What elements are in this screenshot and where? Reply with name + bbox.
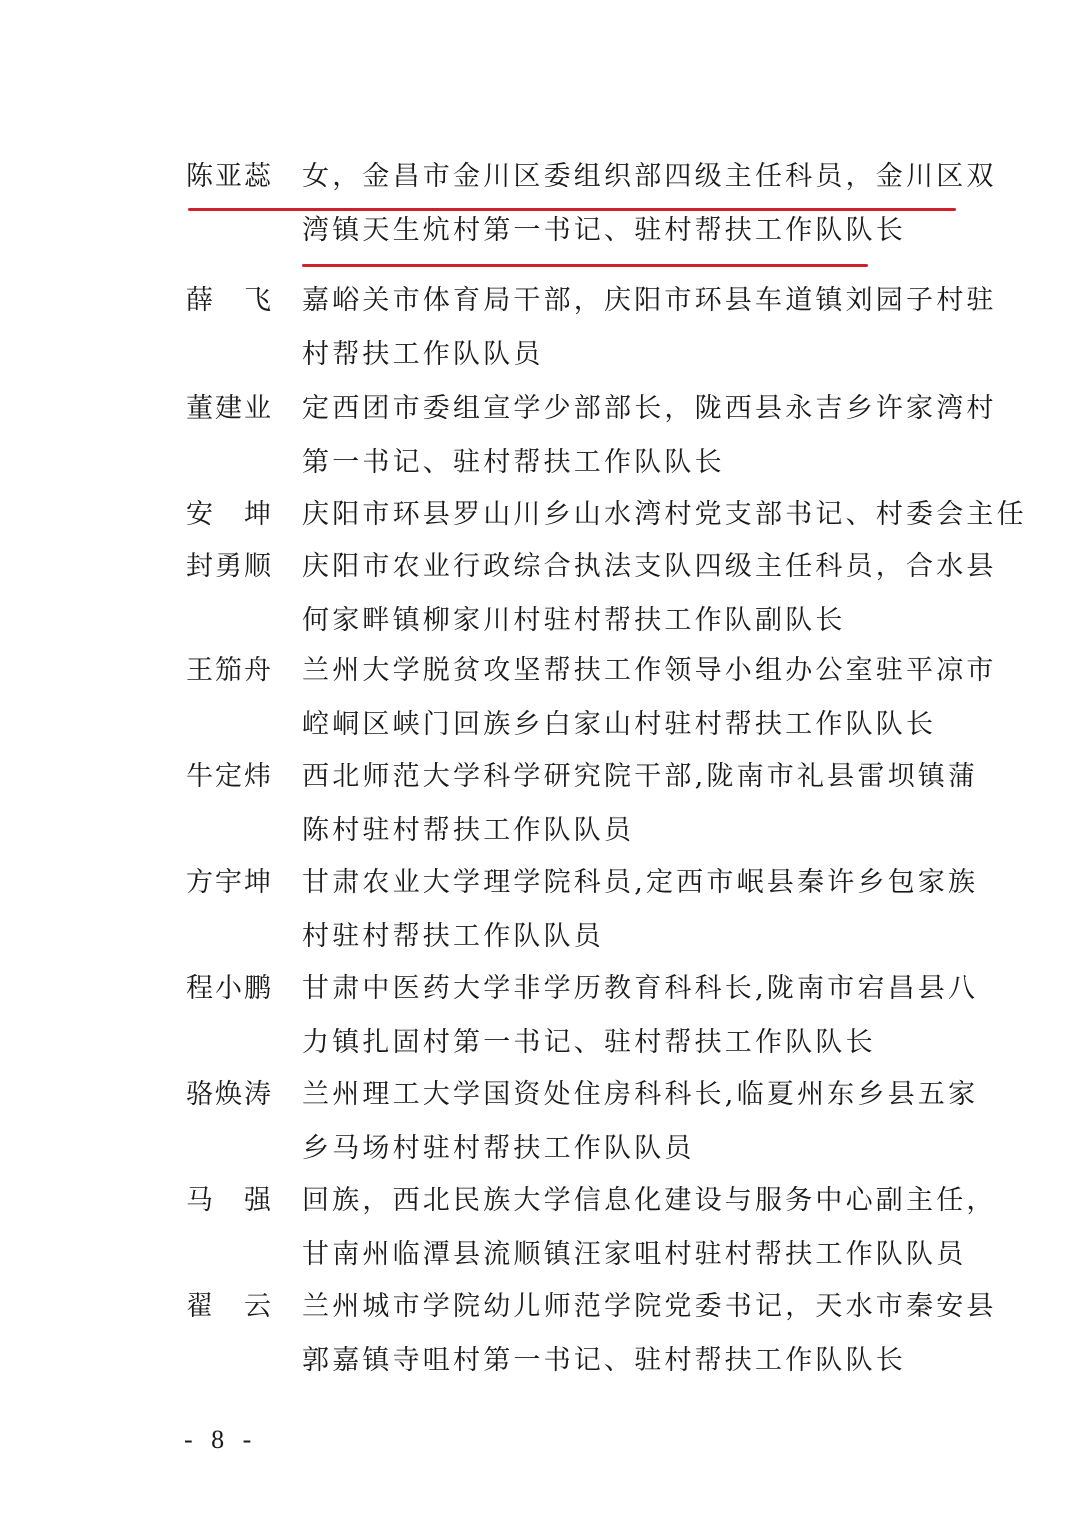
person-name: 程小鹏 <box>186 973 273 1004</box>
person-description <box>302 150 997 258</box>
person-description <box>302 750 979 858</box>
person-name: 董建业 <box>186 393 273 424</box>
person-name: 牛定炜 <box>186 761 273 792</box>
description-line: 嘉峪关市体育局干部，庆阳市环县车道镇刘园子村驻 <box>302 285 997 316</box>
description-line: 陈村驻村帮扶工作队队员 <box>302 815 635 846</box>
description-line: 甘肃农业大学理学院科员,定西市岷县秦许乡包家族 <box>302 867 979 898</box>
description-line: 庆阳市农业行政综合执法支队四级主任科员，合水县 <box>302 551 997 582</box>
person-description <box>302 1280 997 1388</box>
person-name: 马 强 <box>186 1185 273 1216</box>
description-line: 乡马场村驻村帮扶工作队队员 <box>302 1133 695 1164</box>
person-name: 翟 云 <box>186 1291 273 1322</box>
description-line: 何家畔镇柳家川村驻村帮扶工作队副队长 <box>302 605 846 636</box>
description-line: 力镇扎固村第一书记、驻村帮扶工作队队长 <box>302 1027 876 1058</box>
description-line: 甘南州临潭县流顺镇汪家咀村驻村帮扶工作队队员 <box>302 1239 967 1270</box>
description-line: 湾镇天生炕村第一书记、驻村帮扶工作队队长 <box>302 215 906 246</box>
description-line: 郭嘉镇寺咀村第一书记、驻村帮扶工作队队长 <box>302 1345 906 1376</box>
description-line: 第一书记、驻村帮扶工作队队长 <box>302 447 725 478</box>
person-description <box>302 1174 997 1282</box>
description-line: 兰州大学脱贫攻坚帮扶工作领导小组办公室驻平凉市 <box>302 655 997 686</box>
page-number: - 8 - <box>184 1425 258 1454</box>
description-line: 村驻村帮扶工作队队员 <box>302 921 604 952</box>
person-name: 安 坤 <box>186 499 273 530</box>
person-description <box>302 644 997 752</box>
person-description <box>302 962 979 1070</box>
red-underline <box>302 264 868 267</box>
person-description <box>302 488 1027 542</box>
description-line: 女，金昌市金川区委组织部四级主任科员，金川区双 <box>302 161 997 192</box>
person-name: 王笳舟 <box>186 655 273 686</box>
person-name: 薛 飞 <box>186 285 273 316</box>
red-underline <box>188 208 956 211</box>
description-line: 甘肃中医药大学非学历教育科科长,陇南市宕昌县八 <box>302 973 979 1004</box>
description-line: 西北师范大学科学研究院干部,陇南市礼县雷坝镇蒲 <box>302 761 979 792</box>
description-line: 村帮扶工作队队员 <box>302 339 544 370</box>
person-name: 封勇顺 <box>186 551 273 582</box>
description-line: 回族，西北民族大学信息化建设与服务中心副主任， <box>302 1185 997 1216</box>
person-description <box>302 274 997 382</box>
person-description <box>302 1068 979 1176</box>
person-description <box>302 540 997 648</box>
description-line: 庆阳市环县罗山川乡山水湾村党支部书记、村委会主任 <box>302 499 1027 530</box>
description-line: 兰州理工大学国资处住房科科长,临夏州东乡县五家 <box>302 1079 979 1110</box>
person-description <box>302 856 979 964</box>
description-line: 兰州城市学院幼儿师范学院党委书记，天水市秦安县 <box>302 1291 997 1322</box>
person-name: 骆焕涛 <box>186 1079 273 1110</box>
person-name: 方宇坤 <box>186 867 273 898</box>
person-name: 陈亚蕊 <box>186 161 273 192</box>
description-line: 定西团市委组宣学少部部长，陇西县永吉乡许家湾村 <box>302 393 997 424</box>
description-line: 崆峒区峡门回族乡白家山村驻村帮扶工作队队长 <box>302 709 937 740</box>
person-description <box>302 382 997 490</box>
